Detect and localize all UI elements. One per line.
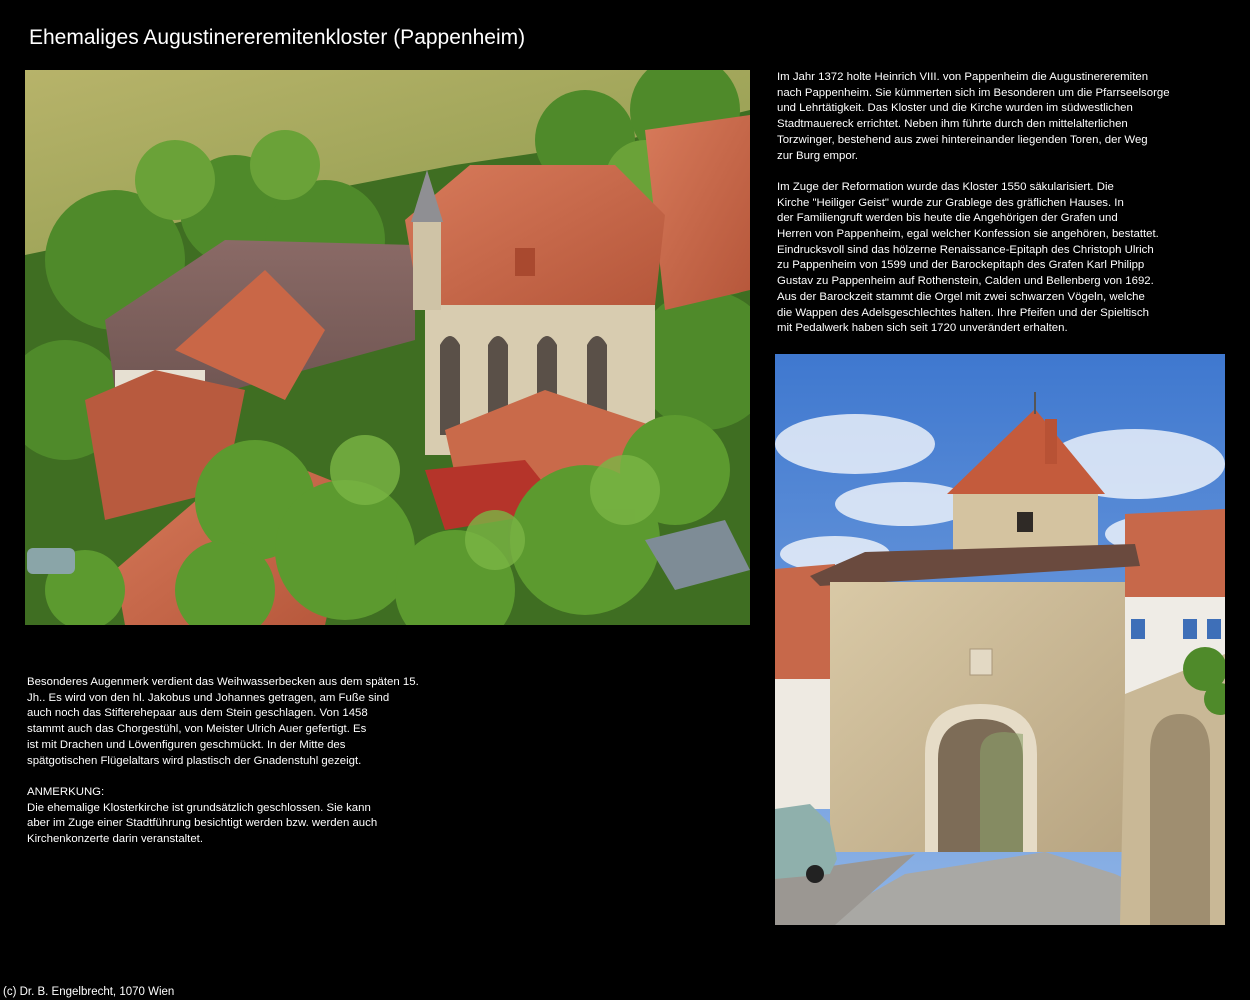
text-line: Kirchenkonzerte darin veranstaltet. [27, 833, 204, 846]
text-line: stammt auch das Chorgestühl, von Meister Ulrich Auer gefertigt. Es [27, 723, 367, 736]
monastery-aerial-photo [25, 70, 750, 625]
text-line: aber im Zuge einer Stadtführung besichtigt werden bzw. werden auch [27, 817, 378, 830]
text-line: Im Jahr 1372 holte Heinrich VIII. von Pappenheim die Augustinereremiten [777, 71, 1149, 83]
page-title: Ehemaliges Augustinereremitenkloster (Pappenheim) [29, 26, 526, 49]
text-line: auch noch das Stifterehepaar aus dem Stein geschlagen. Von 1458 [27, 707, 368, 720]
text-line: Stadtmauereck errichtet. Neben ihm führte durch den mittelalterlichen [777, 118, 1128, 131]
text-line: und Lehrtätigkeit. Das Kloster und die Kirche wurden im südwestlichen [777, 102, 1133, 115]
text-line: zur Burg empor. [777, 149, 859, 162]
text-line: Jh.. Es wird von den hl. Jakobus und Johannes getragen, am Fuße sind [27, 691, 390, 704]
text-line: der Familiengruft werden bis heute die Angehörigen der Grafen und [777, 212, 1118, 225]
history-text [777, 70, 1222, 337]
copyright-footer: (c) Dr. B. Engelbrecht, 1070 Wien [3, 986, 175, 998]
text-line: Gustav zu Pappenheim auf Rothenstein, Calden und Bellenberg von 1692. [777, 275, 1154, 288]
text-line: Eindrucksvoll sind das hölzerne Renaissance-Epitaph des Christoph Ulrich [777, 243, 1154, 256]
town-gate-photo [775, 354, 1225, 925]
text-line: Torzwinger, bestehend aus zwei hintereinander liegenden Toren, der Weg [777, 133, 1148, 146]
text-line: Herren von Pappenheim, egal welcher Konfession sie angehören, bestattet. [777, 228, 1159, 241]
text-line: Aus der Barockzeit stammt die Orgel mit zwei schwarzen Vögeln, welche [777, 290, 1145, 303]
text-line: spätgotischen Flügelaltars wird plastisch der Gnadenstuhl gezeigt. [27, 754, 362, 767]
text-line: die Wappen des Adelsgeschlechtes halten. Ihre Pfeifen und der Spieltisch [777, 306, 1149, 319]
monastery-aerial-illustration [25, 70, 750, 625]
text-line: ist mit Drachen und Löwenfiguren geschmückt. In der Mitte des [27, 738, 346, 751]
note-heading: ANMERKUNG: [27, 785, 105, 798]
text-line: Die ehemalige Klosterkirche ist grundsätzlich geschlossen. Sie kann [27, 801, 371, 814]
text-line: mit Pedalwerk haben sich seit 1720 unverändert erhalten. [777, 322, 1068, 335]
text-line: nach Pappenheim. Sie kümmerten sich im Besonderen um die Pfarrseelsorge [777, 86, 1170, 99]
text-line: Kirche "Heiliger Geist" wurde zur Grablege des gräflichen Hauses. In [777, 196, 1124, 209]
text-line: zu Pappenheim von 1599 und der Barockepitaph des Grafen Karl Philipp [777, 259, 1145, 272]
text-line: Im Zuge der Reformation wurde das Kloster 1550 säkularisiert. Die [777, 180, 1114, 193]
interior-text [27, 675, 457, 848]
town-gate-illustration [775, 354, 1225, 925]
text-line: Besonderes Augenmerk verdient das Weihwasserbecken aus dem späten 15. [27, 676, 419, 688]
